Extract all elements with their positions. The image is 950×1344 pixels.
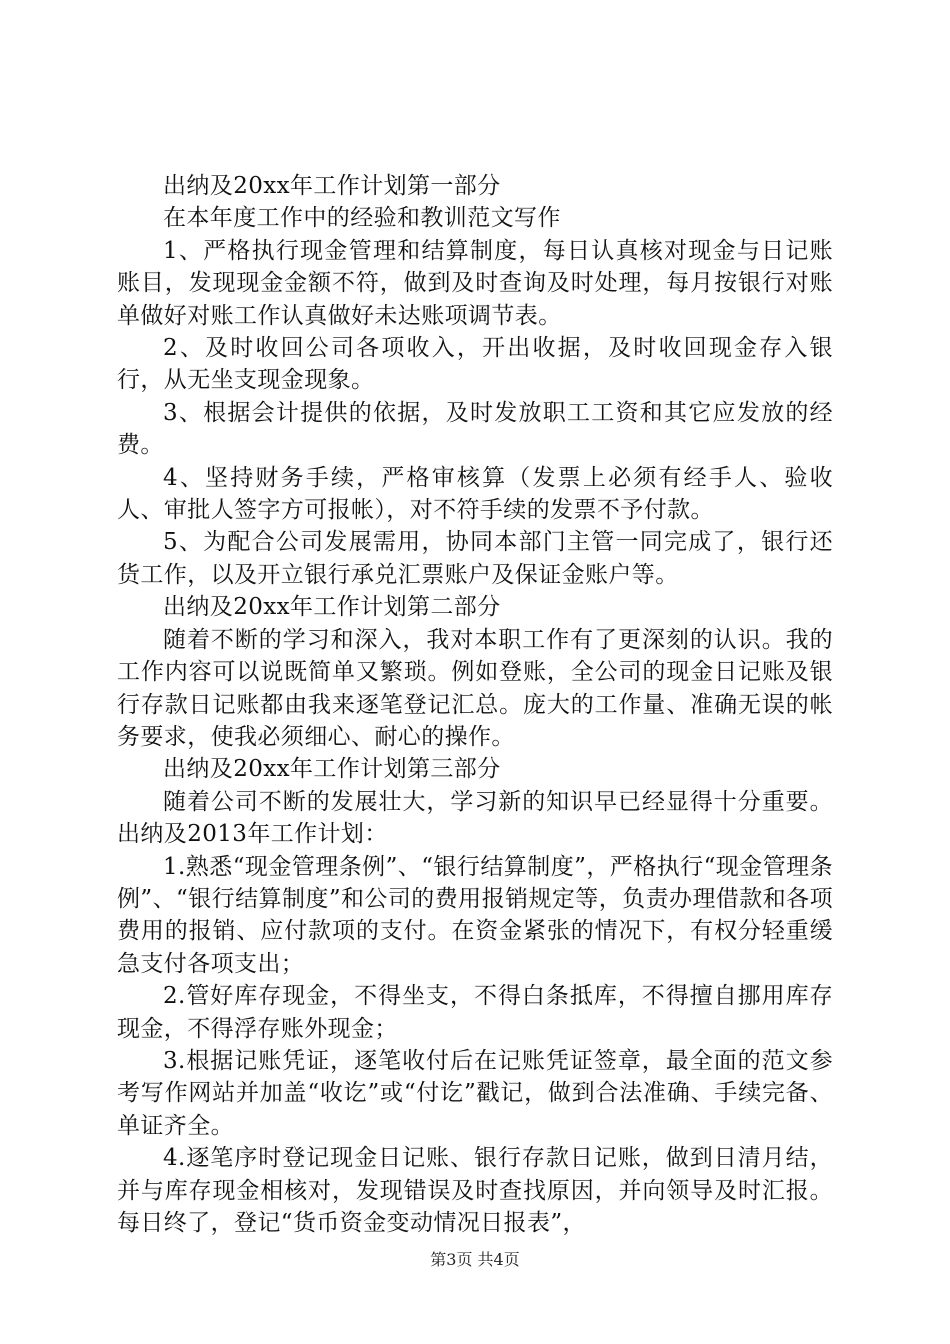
plan-item-4: 4.逐笔序时登记现金日记账、银行存款日记账，做到日清月结，并与库存现金相核对，发现错误及时查找原因，并向领导及时汇报。每日终了，登记“货币资金变动情况日报表”， (117, 1145, 833, 1236)
plan-item-3: 3.根据记账凭证，逐笔收付后在记账凭证签章，最全面的范文参考写作网站并加盖“收讫”或“付讫”戳记，做到合法准确、手续完备、单证齐全。 (117, 1047, 833, 1139)
paragraph-item-5: 5、为配合公司发展需用，协同本部门主管一同完成了，银行还货工作，以及开立银行承兑汇票账户及保证金账户等。 (117, 529, 833, 588)
document-body (117, 170, 833, 1239)
subheading-experience: 在本年度工作中的经验和教训范文写作 (163, 205, 561, 232)
paragraph-item-2: 2、及时收回公司各项收入，开出收据，及时收回现金存入银行，从无坐支现金现象。 (117, 335, 833, 394)
section-heading-1: 出纳及20xx年工作计划第一部分 (163, 173, 501, 199)
page-number-footer: 第3页 共4页 (430, 1250, 520, 1269)
plan-item-1: 1.熟悉“现金管理条例”、“银行结算制度”，严格执行“现金管理条例”、“银行结算制度”和公司的费用报销规定等，负责办理借款和各项费用的报销、应付款项的支付。在资金紧张的情况下，有权分轻重缓急支付各项支出； (117, 853, 833, 977)
paragraph-section-2: 随着不断的学习和深入，我对本职工作有了更深刻的认识。我的工作内容可以说既简单又繁琐。例如登账，全公司的现金日记账及银行存款日记账都由我来逐笔登记汇总。庞大的工作量、准确无误的帐务要求，使我必须细心、耐心的操作。 (117, 626, 833, 750)
paragraph-section-3-intro: 随着公司不断的发展壮大，学习新的知识早已经显得十分重要。出纳及2013年工作计划： (117, 788, 833, 848)
section-heading-2: 出纳及20xx年工作计划第二部分 (163, 594, 501, 621)
plan-item-2: 2.管好库存现金，不得坐支，不得白条抵库，不得擅自挪用库存现金，不得浮存账外现金； (117, 983, 833, 1042)
paragraph-item-4: 4、坚持财务手续，严格审核算（发票上必须有经手人、验收人、审批人签字方可报帐），对不符手续的发票不予付款。 (117, 464, 833, 524)
paragraph-item-3: 3、根据会计提供的依据，及时发放职工工资和其它应发放的经费。 (117, 399, 833, 459)
section-heading-3: 出纳及20xx年工作计划第三部分 (163, 756, 501, 783)
paragraph-item-1: 1、严格执行现金管理和结算制度，每日认真核对现金与日记账账目，发现现金金额不符，做到及时查询及时处理，每月按银行对账单做好对账工作认真做好未达账项调节表。 (117, 237, 833, 329)
